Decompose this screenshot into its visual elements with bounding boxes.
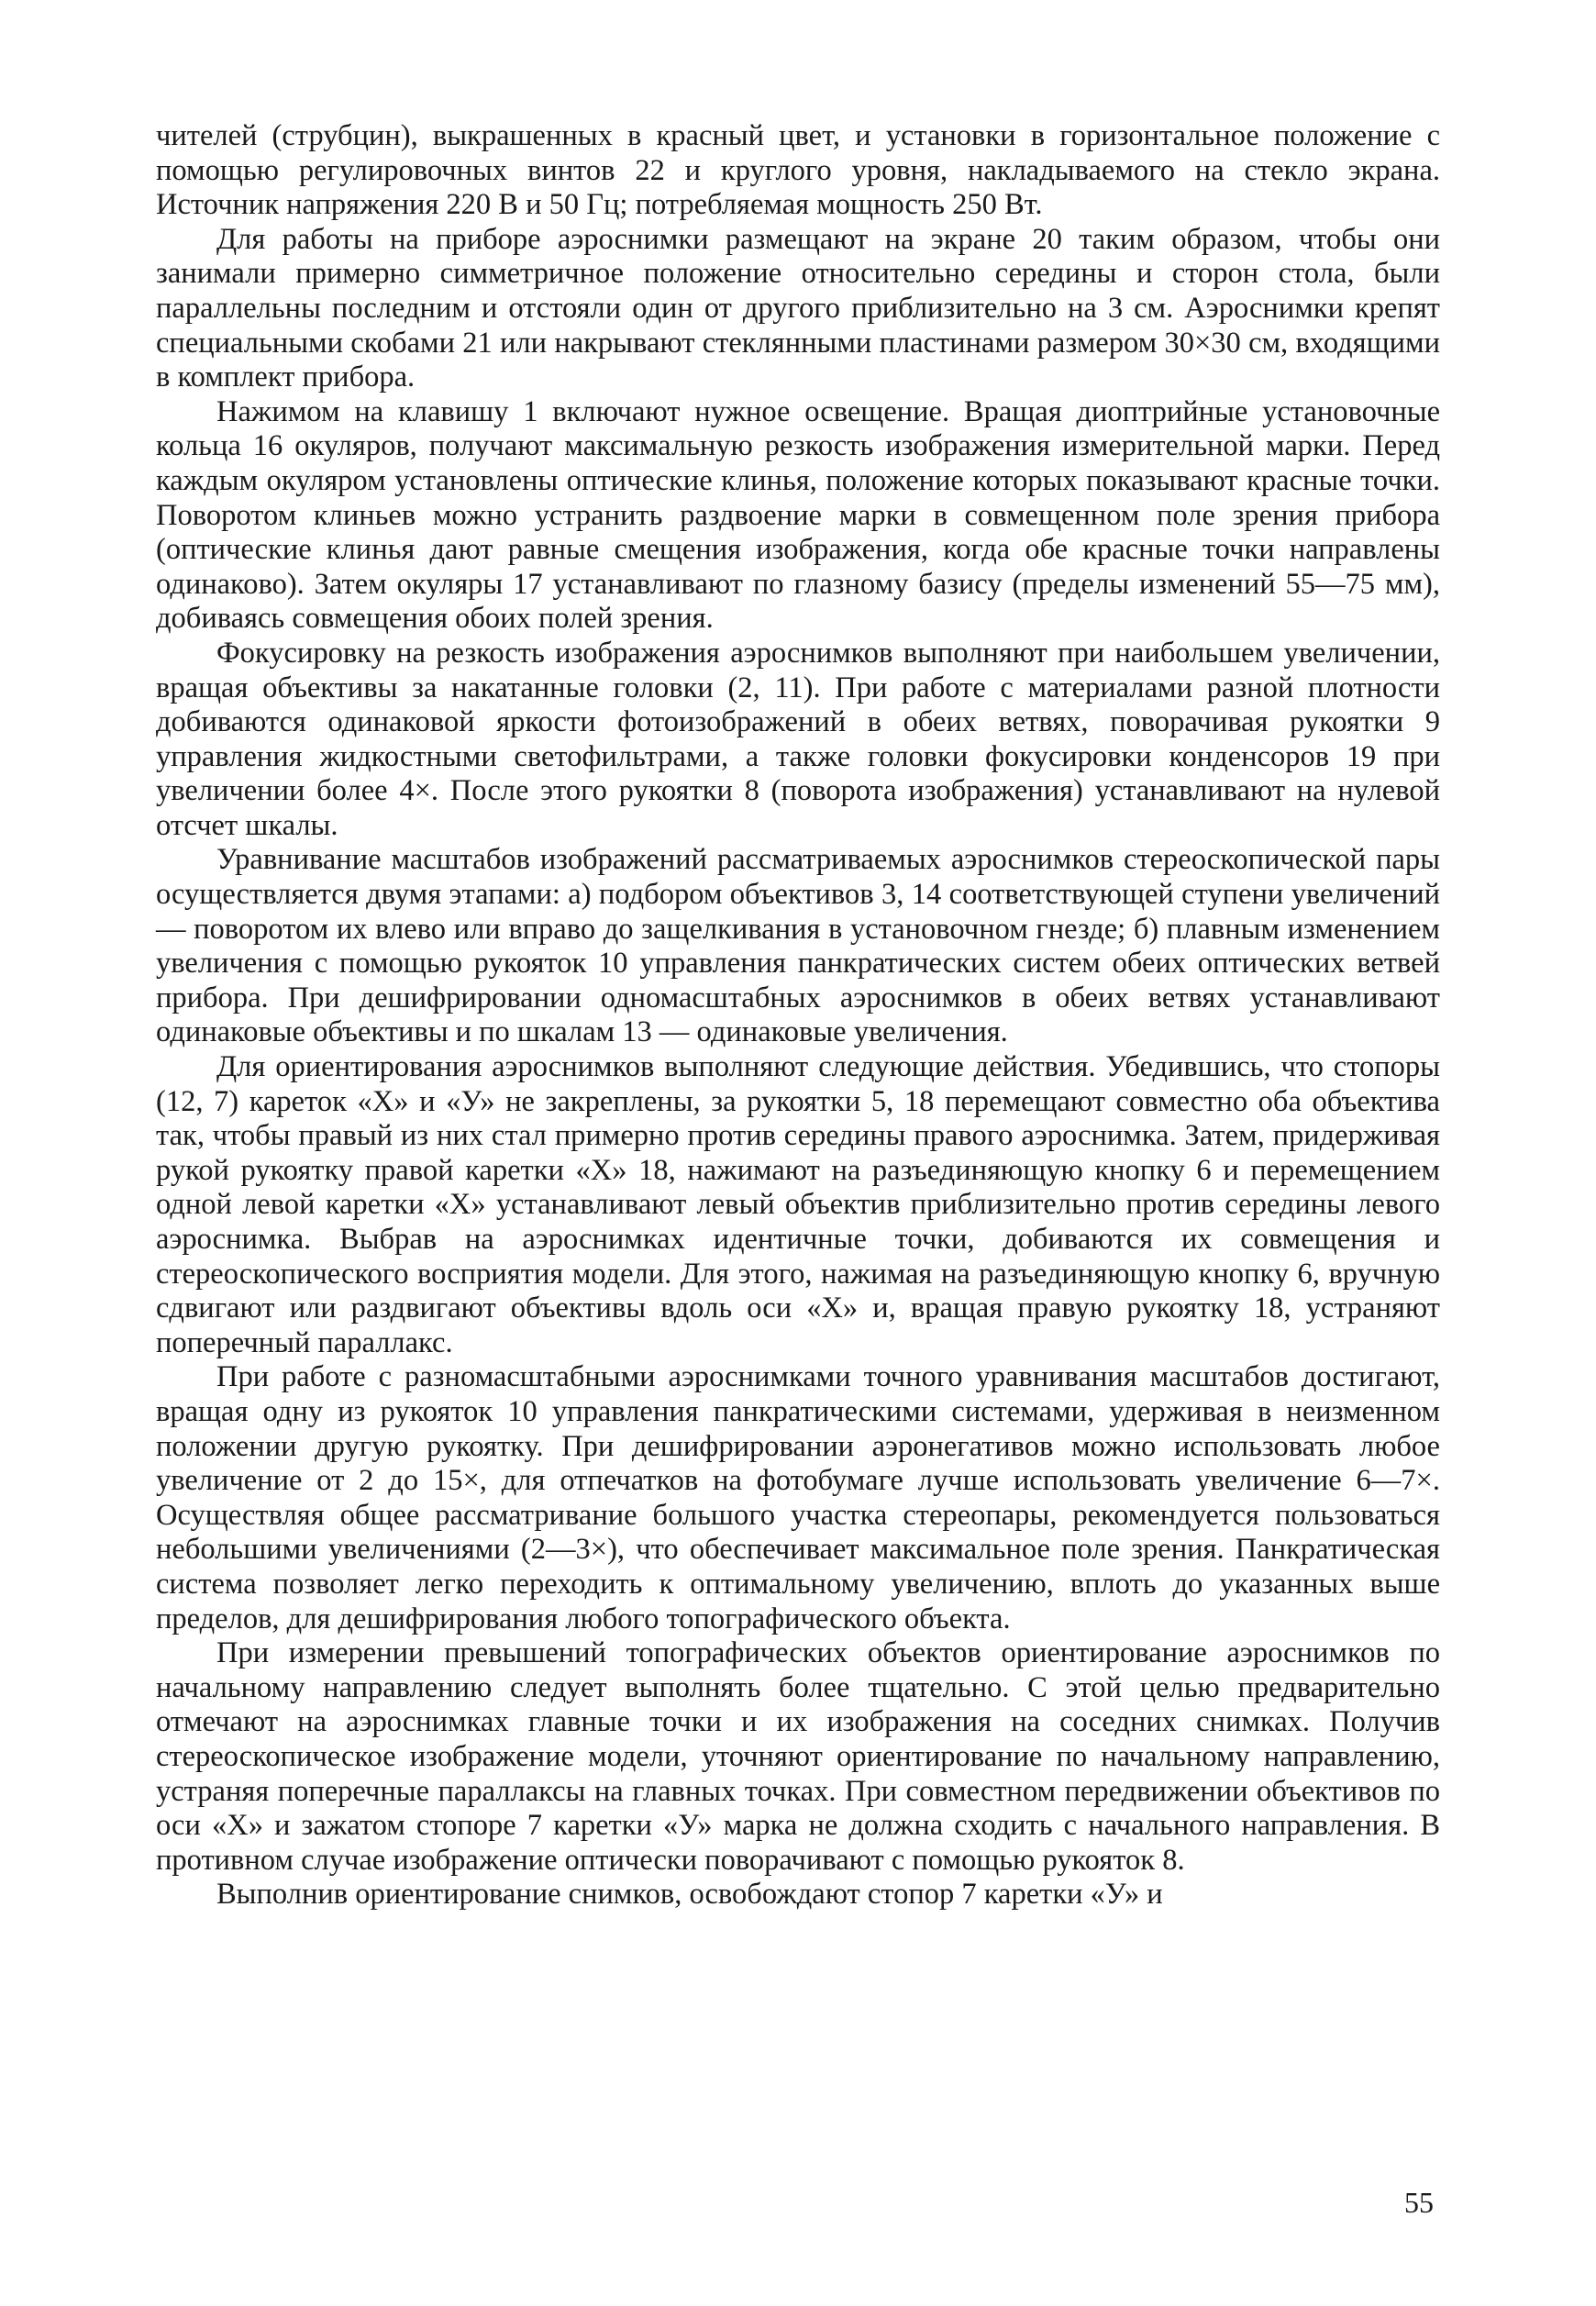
page-text-body xyxy=(156,119,1440,1912)
paragraph-photo-placement: Для работы на приборе аэроснимки размещают на экране 20 таким образом, чтобы они занимали примерно симметричное положение относительно середины и сторон стола, были параллельны последним и отстояли один от другого приблизительно на 3 см. Аэроснимки крепят специальными скобами 21 или накрывают стеклянными пластинами размером 30×30 см, входящими в комплект прибора. xyxy=(156,222,1440,394)
paragraph-height-measurement: При измерении превышений топографических объектов ориентирование аэроснимков по начальному направлению следует выполнять более тщательно. С этой целью предварительно отмечают на аэроснимках главные точки и их изображения на соседних снимках. Получив стереоскопическое изображение модели, уточняют ориентирование по начальному направлению, устраняя поперечные параллаксы на главных точках. При совместном передвижении объективов по оси «X» и зажатом стопоре 7 каретки «У» марка не должна сходить с начального направления. В противном случае изображение оптически поворачивают с помощью рукояток 8. xyxy=(156,1636,1440,1877)
paragraph-focusing: Фокусировку на резкость изображения аэроснимков выполняют при наибольшем увеличении, вращая объективы за накатанные головки (2, 11). При работе с материалами разной плотности добиваются одинаковой яркости фотоизображений в обеих ветвях, поворачивая рукоятки 9 управления жидкостными светофильтрами, а также головки фокусировки конденсоров 19 при увеличении более 4×. После этого рукоятки 8 (поворота изображения) устанавливают на нулевой отсчет шкалы. xyxy=(156,636,1440,842)
paragraph-orientation: Для ориентирования аэроснимков выполняют следующие действия. Убедившись, что стопоры (12, 7) кареток «X» и «У» не закреплены, за рукоятки 5, 18 перемещают совместно оба объектива так, чтобы правый из них стал примерно против середины правого аэроснимка. Затем, придерживая рукой рукоятку правой каретки «X» 18, нажимают на разъединяющую кнопку 6 и перемещением одной левой каретки «X» устанавливают левый объектив приблизительно против середины левого аэроснимка. Выбрав на аэроснимках идентичные точки, добиваются их совмещения и стереоскопического восприятия модели. Для этого, нажимая на разъединяющую кнопку 6, вручную сдвигают или раздвигают объективы вдоль оси «X» и, вращая правую рукоятку 18, устраняют поперечный параллакс. xyxy=(156,1050,1440,1359)
paragraph-eyepiece-setup: Нажимом на клавишу 1 включают нужное освещение. Вращая диоптрийные установочные кольца 16 окуляров, получают максимальную резкость изображения измерительной марки. Перед каждым окуляром установлены оптические клинья, положение которых показывают красные точки. Поворотом клиньев можно устранить раздвоение марки в совмещенном поле зрения прибора (оптические клинья дают равные смещения изображения, когда обе красные точки направлены одинаково). Затем окуляры 17 устанавливают по глазному базису (пределы изменений 55—75 мм), добиваясь совмещения обоих полей зрения. xyxy=(156,394,1440,636)
paragraph-final: Выполнив ориентирование снимков, освобождают стопор 7 каретки «У» и xyxy=(216,1878,1163,1912)
paragraph-different-scales: При работе с разномасштабными аэроснимками точного уравнивания масштабов достигают, вращая одну из рукояток 10 управления панкратическими системами, удерживая в неизменном положении другую рукоятку. При дешифрировании аэронегативов можно использовать любое увеличение от 2 до 15×, для отпечатков на фотобумаге лучше использовать увеличение 6—7×. Осуществляя общее рассматривание большого участка стереопары, рекомендуется пользоваться небольшими увеличениями (2—3×), что обеспечивает максимальное поле зрения. Панкратическая система позволяет легко переходить к оптимальному увеличению, вплоть до указанных выше пределов, для дешифрирования любого топографического объекта. xyxy=(156,1360,1440,1635)
page-number: 55 xyxy=(1404,2186,1434,2219)
paragraph-power-supply: чителей (струбцин), выкрашенных в красный цвет, и установки в горизонтальное положение с помощью регулировочных винтов 22 и круглого уровня, накладываемого на стекло экрана. Источник напряжения 220 В и 50 Гц; потребляемая мощность 250 Вт. xyxy=(156,119,1440,222)
paragraph-scale-equalization: Уравнивание масштабов изображений рассматриваемых аэроснимков стереоскопической пары осуществляется двумя этапами: а) подбором объективов 3, 14 соответствующей ступени увеличений — поворотом их влево или вправо до защелкивания в установочном гнезде; б) плавным изменением увеличения с помощью рукояток 10 управления панкратических систем обеих оптических ветвей прибора. При дешифрировании одномасштабных аэроснимков в обеих ветвях устанавливают одинаковые объективы и по шкалам 13 — одинаковые увеличения. xyxy=(156,843,1440,1049)
